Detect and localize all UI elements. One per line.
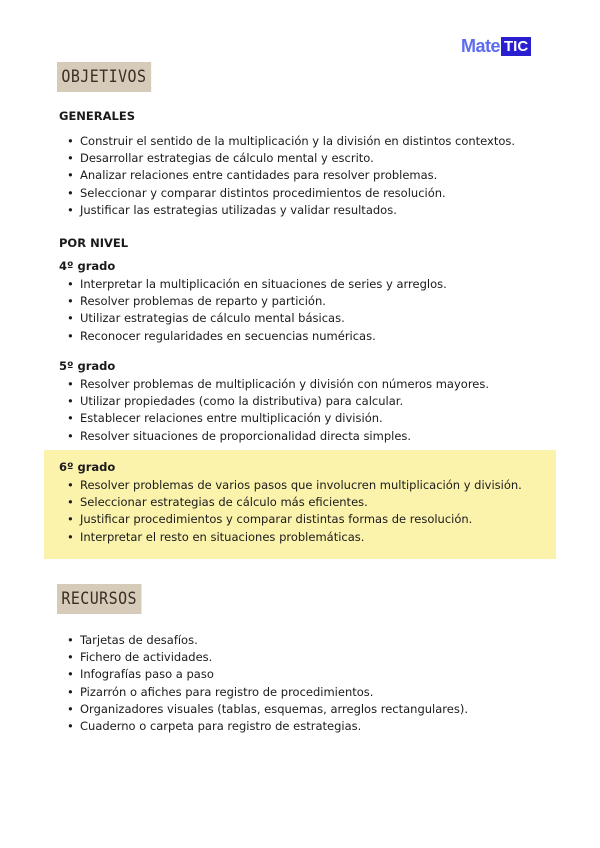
list-item: • Reconocer regularidades en secuencias numéricas. <box>59 328 539 345</box>
list-item: • Interpretar la multiplicación en situaciones de series y arreglos. <box>59 276 539 293</box>
list-item: • Organizadores visuales (tablas, esquemas, arreglos rectangulares). <box>59 701 539 718</box>
list-item: • Resolver problemas de multiplicación y división con números mayores. <box>59 376 539 393</box>
grado-4-list <box>59 276 539 345</box>
list-item: • Justificar las estrategias utilizadas y validar resultados. <box>59 202 539 219</box>
logo-text-tic: TIC <box>501 37 531 56</box>
list-item: • Fichero de actividades. <box>59 649 539 666</box>
list-item: • Analizar relaciones entre cantidades para resolver problemas. <box>59 167 539 184</box>
grado-5-list <box>59 376 539 445</box>
list-item: • Resolver situaciones de proporcionalidad directa simples. <box>59 428 539 445</box>
logo-text-mate: Mate <box>461 36 501 56</box>
list-item: • Resolver problemas de varios pasos que involucren multiplicación y división. <box>59 477 539 494</box>
list-item: • Desarrollar estrategias de cálculo mental y escrito. <box>59 150 539 167</box>
list-item: • Seleccionar estrategias de cálculo más eficientes. <box>59 494 539 511</box>
por-nivel-heading: POR NIVEL <box>59 236 129 250</box>
list-item: • Infografías paso a paso <box>59 666 539 683</box>
recursos-list <box>59 632 539 735</box>
list-item: • Construir el sentido de la multiplicación y la división en distintos contextos. <box>59 133 539 150</box>
grado-6-heading: 6º grado <box>59 460 116 474</box>
matetic-logo <box>461 36 531 57</box>
list-item: • Seleccionar y comparar distintos procedimientos de resolución. <box>59 185 539 202</box>
list-item: • Utilizar propiedades (como la distributiva) para calcular. <box>59 393 539 410</box>
generales-list <box>59 133 539 219</box>
recursos-heading: RECURSOS <box>57 584 141 614</box>
grado-6-list <box>59 477 539 546</box>
list-item: • Justificar procedimientos y comparar distintas formas de resolución. <box>59 511 539 528</box>
grado-4-heading: 4º grado <box>59 259 116 273</box>
list-item: • Utilizar estrategias de cálculo mental básicas. <box>59 310 539 327</box>
generales-heading: GENERALES <box>59 109 135 123</box>
objetivos-heading: OBJETIVOS <box>57 62 151 92</box>
list-item: • Interpretar el resto en situaciones problemáticas. <box>59 529 539 546</box>
grado-5-heading: 5º grado <box>59 359 116 373</box>
list-item: • Establecer relaciones entre multiplicación y división. <box>59 410 539 427</box>
list-item: • Cuaderno o carpeta para registro de estrategias. <box>59 718 539 735</box>
list-item: • Resolver problemas de reparto y partición. <box>59 293 539 310</box>
list-item: • Pizarrón o afiches para registro de procedimientos. <box>59 684 539 701</box>
list-item: • Tarjetas de desafíos. <box>59 632 539 649</box>
